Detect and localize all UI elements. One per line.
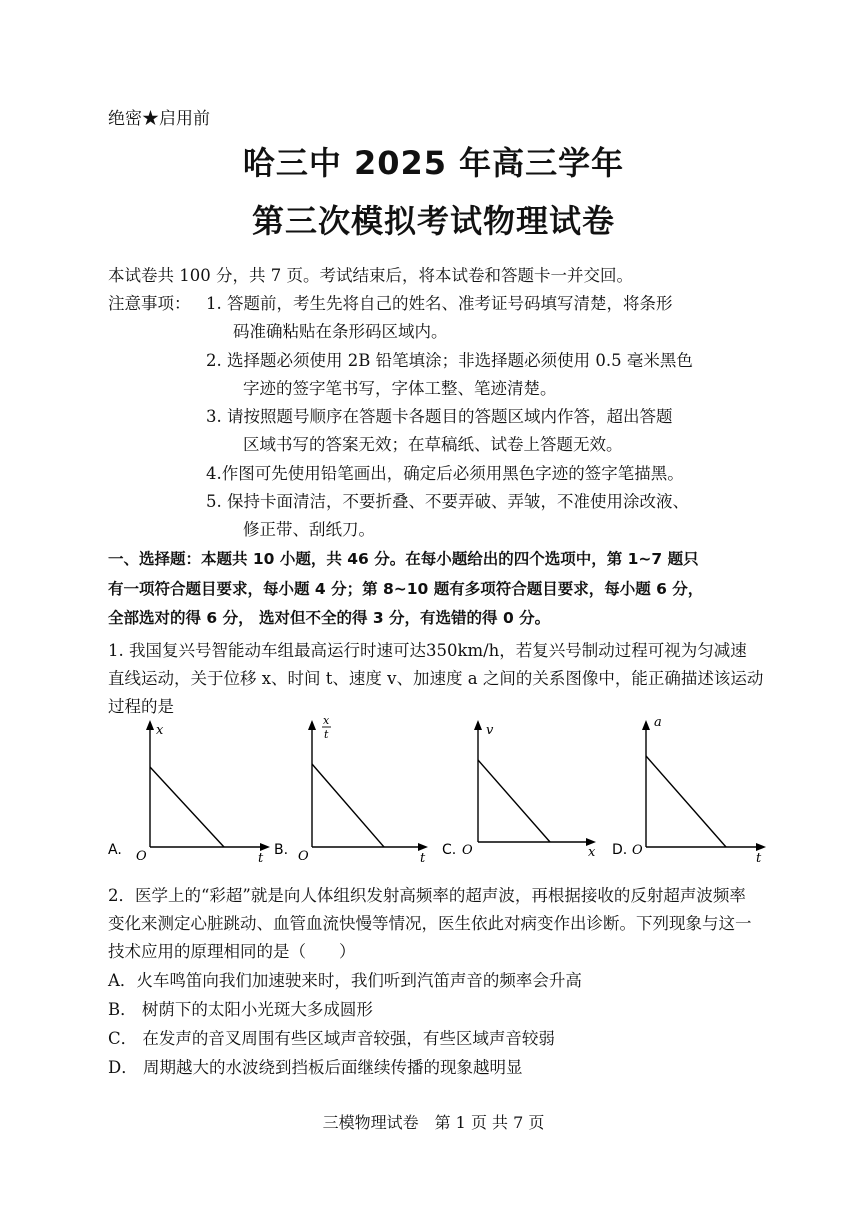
graph-option-d[interactable] <box>610 712 780 872</box>
question-text: 技术应用的原理相同的是（ ） <box>108 942 356 961</box>
origin-label: O <box>298 849 309 864</box>
question-text: 变化来测定心脏跳动、血管血流快慢等情况，医生依此对病变作出诊断。下列现象与这一 <box>108 914 752 933</box>
graph-option-b[interactable] <box>272 712 442 872</box>
exam-title-line1: 哈三中 2025 年高三学年 <box>242 144 625 182</box>
question-text: 过程的是 <box>108 697 174 716</box>
question-text: 2．医学上的“彩超”就是向人体组织发射高频率的超声波，再根据接收的反射超声波频率 <box>108 886 746 905</box>
note-line: 1. 答题前，考生先将自己的姓名、准考证号码填写清楚，将条形 <box>206 294 673 313</box>
question-text: 直线运动，关于位移 x、时间 t、速度 v、加速度 a 之间的关系图像中，能正确描述该运动 <box>108 669 764 688</box>
graph-option-c[interactable] <box>440 712 610 872</box>
option-label: A. <box>108 842 122 858</box>
option-label: D. <box>612 842 628 858</box>
option-label: C. <box>442 842 457 858</box>
graph-c-plot <box>440 712 610 872</box>
confidential-label: 绝密★启用前 <box>108 109 210 129</box>
answer-option-a[interactable]: A．火车鸣笛向我们加速驶来时，我们听到汽笛声音的频率会升高 <box>108 971 582 990</box>
origin-label: O <box>136 849 147 864</box>
origin-label: O <box>462 843 473 858</box>
graph-option-a[interactable] <box>106 712 276 872</box>
answer-option-b[interactable]: B． 树荫下的太阳小光斑大多成圆形 <box>108 1000 373 1019</box>
page-footer: 三模物理试卷 第 1 页 共 7 页 <box>322 1113 545 1132</box>
y-axis-label: v <box>486 723 494 738</box>
notes-label: 注意事项： <box>108 294 191 313</box>
answer-option-c[interactable]: C． 在发声的音叉周围有些区域声音较强，有些区域声音较弱 <box>108 1029 555 1048</box>
x-axis-label: t <box>756 851 762 866</box>
question-text: 1. 我国复兴号智能动车组最高运行时速可达350km/h，若复兴号制动过程可视为匀减速 <box>108 641 747 660</box>
y-axis-numerator: x <box>323 714 330 727</box>
answer-option-d[interactable]: D． 周期越大的水波绕到挡板后面继续传播的现象越明显 <box>108 1058 523 1077</box>
note-line: 2. 选择题必须使用 2B 铅笔填涂；非选择题必须使用 0.5 毫米黑色 <box>206 351 693 370</box>
x-axis-label: x <box>588 845 596 860</box>
note-line: 3. 请按照题号顺序在答题卡各题目的答题区域内作答，超出答题 <box>206 407 673 426</box>
intro-text: 本试卷共 100 分，共 7 页。考试结束后，将本试卷和答题卡一并交回。 <box>108 266 633 285</box>
section-heading-line: 有一项符合题目要求，每小题 4 分；第 8~10 题有多项符合题目要求，每小题 6 分， <box>108 580 704 598</box>
note-line: 修正带、刮纸刀。 <box>243 520 375 539</box>
option-label: B. <box>274 842 289 858</box>
y-axis-label: x <box>156 723 164 738</box>
x-axis-label: t <box>258 851 264 866</box>
origin-label: O <box>632 843 643 858</box>
exam-title-line2: 第三次模拟考试物理试卷 <box>251 202 615 240</box>
note-line: 4.作图可先使用铅笔画出，确定后必须用黑色字迹的签字笔描黑。 <box>206 464 684 483</box>
y-axis-label: a <box>654 715 662 730</box>
note-line: 码准确粘贴在条形码区域内。 <box>233 322 448 341</box>
section-heading-line: 全部选对的得 6 分， 选对但不全的得 3 分，有选错的得 0 分。 <box>108 609 551 627</box>
graph-b-plot <box>272 712 442 872</box>
y-axis-denominator: t <box>324 728 329 741</box>
graph-a-plot <box>106 712 276 872</box>
note-line: 区域书写的答案无效；在草稿纸、试卷上答题无效。 <box>243 435 623 454</box>
graph-d-plot <box>610 712 780 872</box>
section-heading-line: 一、选择题：本题共 10 小题，共 46 分。在每小题给出的四个选项中，第 1~7 题只 <box>108 550 699 568</box>
note-line: 字迹的签字笔书写，字体工整、笔迹清楚。 <box>243 379 557 398</box>
x-axis-label: t <box>420 851 426 866</box>
note-line: 5. 保持卡面清洁，不要折叠、不要弄破、弄皱，不准使用涂改液、 <box>206 492 689 511</box>
